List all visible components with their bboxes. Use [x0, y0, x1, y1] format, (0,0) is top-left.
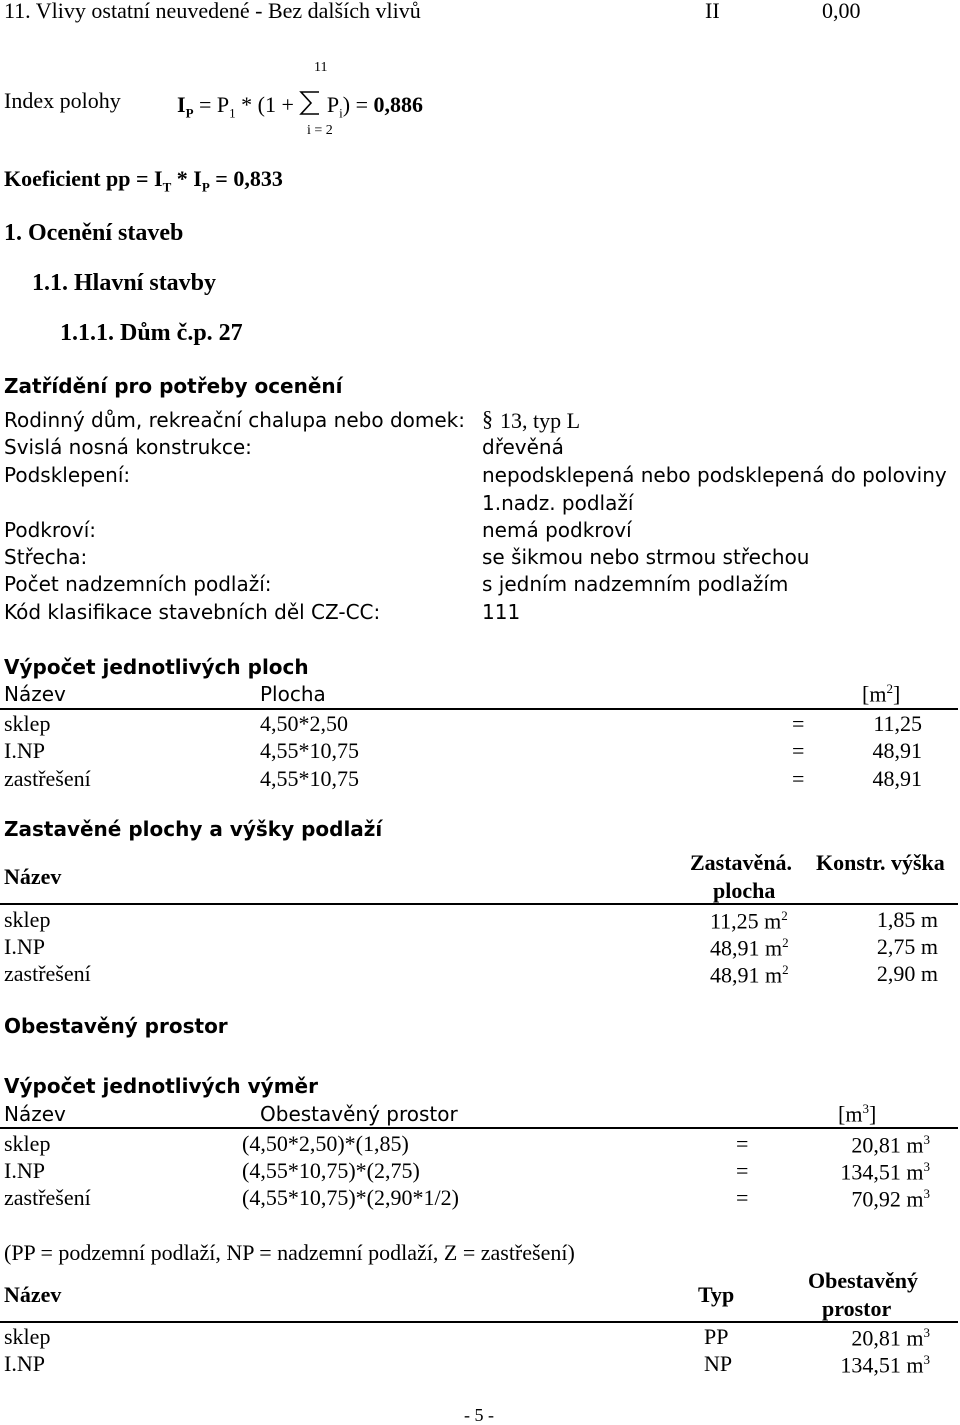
volumes-row-name: sklep: [4, 1131, 51, 1156]
heights-row-area: 48,91 $m^2$: [710, 935, 789, 961]
areas-row-eq: =: [792, 766, 805, 791]
heights-title: Zastavěné plochy a výšky podlaží: [4, 817, 383, 841]
volumes-row-calc: (4,50*2,50)*(1,85): [242, 1131, 409, 1156]
volumes-title: Výpočet jednotlivých výměr: [4, 1074, 318, 1098]
index-formula: $I_P = P_1 * (1 + P_i) = 0,886$: [177, 92, 424, 121]
areas-header-area: Plocha: [260, 682, 326, 706]
class-value-podsklepeni: nepodsklepená nebo podsklepená do poloviny: [482, 463, 947, 487]
areas-header-unit: $[m^2]$: [862, 681, 901, 707]
areas-row-calc: 4,50*2,50: [260, 711, 348, 736]
class-value-rodinny-dum: 13, typ L: [500, 408, 581, 433]
volumes-header-rule: [0, 1127, 958, 1129]
heights-row-height: 2,75 m: [876, 934, 938, 959]
volumes-row-eq: =: [736, 1185, 749, 1210]
heights-header-area-2: plocha: [713, 878, 776, 903]
class-value-strecha: se šikmou nebo strmou střechou: [482, 545, 810, 569]
areas-row-name: sklep: [4, 711, 51, 736]
class-value-podkrovi: nemá podkroví: [482, 518, 632, 542]
class-label-kod: Kód klasifikace stavebních děl CZ-CC:: [4, 600, 381, 624]
volumes-row-name: zastřešení: [4, 1185, 91, 1210]
class-label-podkrovi: Podkroví:: [4, 518, 97, 542]
volumes-row-eq: =: [736, 1158, 749, 1183]
volumes-row-name: I.NP: [4, 1158, 45, 1183]
heights-row-name: zastřešení: [4, 961, 91, 986]
types-row-value: 134,51 $m^3$: [840, 1352, 930, 1378]
volumes-row-value: 134,51 $m^3$: [840, 1159, 930, 1185]
classification-title: Zatřídění pro potřeby ocenění: [4, 374, 343, 398]
areas-row-value: 48,91: [872, 738, 922, 763]
areas-row-value: 11,25: [873, 711, 922, 736]
class-value-pocet-podlazi: s jedním nadzemním podlažím: [482, 572, 789, 596]
heights-row-name: I.NP: [4, 934, 45, 959]
areas-header-rule: [0, 708, 958, 710]
section-sign: §: [482, 406, 493, 431]
enclosed-title: Obestavěný prostor: [4, 1014, 228, 1038]
areas-row-eq: =: [792, 738, 805, 763]
areas-row-name: I.NP: [4, 738, 45, 763]
coefficient-formula: Koeficient pp = $I_T * I_P = 0,833$: [4, 166, 283, 195]
volumes-row-calc: (4,55*10,75)*(2,90*1/2): [242, 1185, 459, 1210]
types-header-space-2: prostor: [822, 1296, 892, 1321]
areas-title: Výpočet jednotlivých ploch: [4, 655, 309, 679]
heights-header-rule: [0, 903, 958, 905]
heights-row-area: 48,91 $m^2$: [710, 962, 789, 988]
class-label-rodinny-dum: Rodinný dům, rekreační chalupa nebo domek:: [4, 408, 465, 432]
types-header-name: Název: [4, 1282, 62, 1307]
class-value-podsklepeni-2: 1.nadz. podlaží: [482, 491, 634, 515]
class-label-svisla: Svislá nosná konstrukce:: [4, 435, 252, 459]
class-value-svisla: dřevěná: [482, 435, 564, 459]
types-row-type: PP: [704, 1324, 729, 1349]
sum-upper-limit: 11: [314, 60, 328, 75]
areas-row-eq: =: [792, 711, 805, 736]
types-row-name: I.NP: [4, 1351, 45, 1376]
volumes-row-calc: (4,55*10,75)*(2,75): [242, 1158, 420, 1183]
areas-row-name: zastřešení: [4, 766, 91, 791]
volumes-header-unit: $[m^3]$: [838, 1101, 877, 1127]
areas-row-calc: 4,55*10,75: [260, 738, 359, 763]
heights-row-height: 2,90 m: [876, 961, 938, 986]
heights-row-name: sklep: [4, 907, 51, 932]
volumes-header-space: Obestavěný prostor: [260, 1102, 458, 1126]
heights-row-area: 11,25 $m^2$: [710, 908, 788, 934]
sum-lower-limit: i = 2: [307, 123, 333, 138]
types-row-name: sklep: [4, 1324, 51, 1349]
types-header-rule: [0, 1321, 958, 1323]
volumes-row-eq: =: [736, 1131, 749, 1156]
volumes-header-name: Název: [4, 1102, 66, 1126]
heights-header-area-1: Zastavěná.: [690, 850, 793, 875]
volumes-row-value: 20,81 $m^3$: [851, 1132, 930, 1158]
types-header-space-1: Obestavěný: [808, 1268, 918, 1293]
types-row-value: 20,81 $m^3$: [851, 1325, 930, 1351]
floor-type-legend: (PP = podzemní podlaží, NP = nadzemní podlaží, Z = zastřešení): [4, 1240, 575, 1265]
types-header-type: Typ: [698, 1282, 735, 1307]
heading-hlavni-stavby: 1.1. Hlavní stavby: [32, 270, 217, 296]
heading-oceneni-staveb: 1. Ocenění staveb: [4, 220, 184, 246]
types-row-type: NP: [704, 1351, 733, 1376]
class-label-pocet-podlazi: Počet nadzemních podlaží:: [4, 572, 272, 596]
index-label: Index polohy: [4, 88, 121, 113]
volumes-row-value: 70,92 $m^3$: [851, 1186, 930, 1212]
heights-header-height: Konstr. výška: [816, 850, 945, 875]
areas-header-name: Název: [4, 682, 66, 706]
areas-row-value: 48,91: [872, 766, 922, 791]
class-label-podsklepeni: Podsklepení:: [4, 463, 131, 487]
sum-sign-icon: [299, 90, 321, 116]
class-value-kod: 111: [482, 600, 521, 624]
section-11-label: 11. Vlivy ostatní neuvedené - Bez dalších vlivů: [4, 0, 421, 23]
page-number: - 5 -: [464, 1405, 494, 1425]
heights-row-height: 1,85 m: [876, 907, 938, 932]
section-11-value: 0,00: [822, 0, 861, 23]
section-11-grade: II: [705, 0, 720, 23]
heading-dum: 1.1.1. Dům č.p. 27: [60, 320, 243, 346]
heights-header-name: Název: [4, 864, 62, 889]
class-label-strecha: Střecha:: [4, 545, 88, 569]
areas-row-calc: 4,55*10,75: [260, 766, 359, 791]
